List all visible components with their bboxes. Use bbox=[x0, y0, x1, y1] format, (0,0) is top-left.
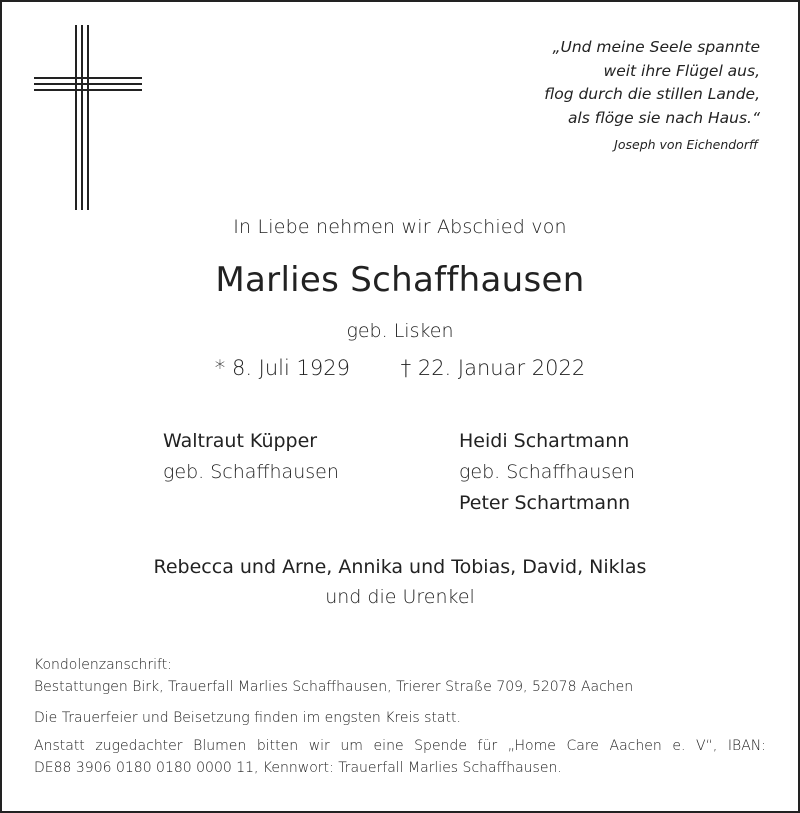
birth-name: geb. Lisken bbox=[346, 320, 454, 342]
relative-name: Waltraut Küpper bbox=[163, 430, 318, 452]
condolence-block bbox=[34, 654, 766, 698]
intro-text: In Liebe nehmen wir Abschied von bbox=[233, 216, 567, 238]
birth-date: * 8. Juli 1929 bbox=[214, 356, 350, 380]
funeral-note: Die Trauerfeier und Beisetzung finden im engsten Kreis statt. bbox=[34, 710, 461, 726]
death-date: † 22. Januar 2022 bbox=[400, 356, 586, 380]
relative-birth-name: geb. Schaffhausen bbox=[163, 461, 339, 483]
relative-partner-name: Peter Schartmann bbox=[459, 492, 631, 514]
great-grandchildren: und die Urenkel bbox=[325, 586, 475, 608]
donation-line: DE88 3906 0180 0180 0000 11, Kennwort: Trauerfall Marlies Schaffhausen. bbox=[34, 760, 562, 776]
relative-name: Heidi Schartmann bbox=[459, 430, 630, 452]
grandchildren-names: Rebecca und Arne, Annika und Tobias, David, Niklas bbox=[153, 556, 647, 578]
donation-note bbox=[34, 735, 766, 779]
quote-line: als flöge sie nach Haus.“ bbox=[567, 108, 760, 127]
donation-line: Anstatt zugedachter Blumen bitten wir um eine Spende für „Home Care Aachen e. V“, IBAN: bbox=[34, 738, 766, 754]
quote-line: weit ihre Flügel aus, bbox=[603, 61, 760, 80]
condolence-address: Bestattungen Birk, Trauerfall Marlies Schaffhausen, Trierer Straße 709, 52078 Aachen bbox=[34, 679, 634, 695]
quote-author: Joseph von Eichendorff bbox=[614, 137, 758, 152]
deceased-name: Marlies Schaffhausen bbox=[215, 260, 585, 300]
cross-icon bbox=[34, 25, 142, 210]
condolence-label: Kondolenzanschrift: bbox=[34, 657, 172, 673]
poem-quote bbox=[500, 36, 760, 157]
family-left-column bbox=[163, 426, 339, 488]
relative-birth-name: geb. Schaffhausen bbox=[459, 461, 635, 483]
family-right-column bbox=[459, 426, 635, 519]
quote-line: „Und meine Seele spannte bbox=[552, 38, 760, 56]
life-dates bbox=[2, 356, 798, 380]
quote-line: flog durch die stillen Lande, bbox=[544, 85, 760, 103]
